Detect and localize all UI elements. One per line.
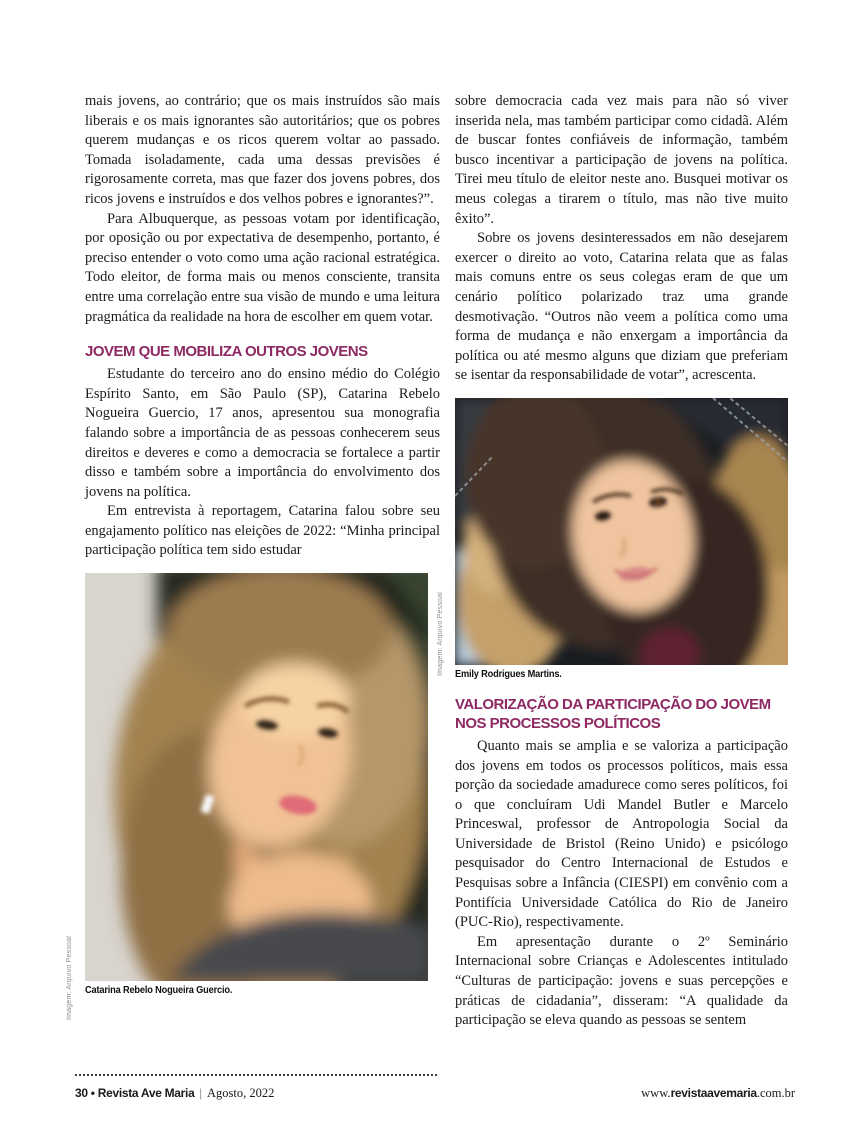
footer-url-prefix: www. (641, 1086, 671, 1100)
body-paragraph: mais jovens, ao contrário; que os mais instruídos são mais liberais e os mais ignorantes são autoritários; que os pobres querem mudanças e os ricos querem voltar ao passado. Tomada isoladamente, cada uma dessas previsões é rigorosamente correta, mas que fazer dos jovens pobres, dos ricos jovens e instruídos e dos velhos pobres e ignorantes?”. (85, 93, 440, 207)
body-paragraph: Para Albuquerque, as pessoas votam por identificação, por oposição ou por expectativa de desempenho, portanto, é preciso entender o voto como uma ação racional estratégica. Todo eleitor, de forma mais ou menos consciente, transita entre uma correlação entre sua visão de mundo e uma leitura pragmática da realidade na hora de escolher em quem votar. (85, 210, 440, 325)
body-paragraph: Sobre os jovens desinteressados em não desejarem exercer o direito ao voto, Catarina relata que as falas mais comuns entre os seus colegas eram de que um cenário político polarizado traz uma grande desmotivação. “Outros não veem a política como uma forma de mudança e não enxergam a importância da política ou até mesmo alguns que diziam que preferiam se isentar da responsabilidade de votar”, acrescenta. (455, 230, 788, 384)
footer-issue-date: Agosto, 2022 (206, 1086, 275, 1100)
footer-divider (75, 1074, 437, 1076)
body-paragraph: Quanto mais se amplia e se valoriza a participação dos jovens em todos os processos políticos, mais essa porção da sociedade amadurece como seres políticos, foi o que concluíram Udi Mandel Butler e Marcelo Princeswal, professor de Antropologia Social da Universidade de Bristol (Reino Unido) e psicólogo pesquisador do Centro Internacional de Estudos e Pesquisas sobre a Infância (CIESPI) em convênio com a Pontifícia Universidade Católica do Rio de Janeiro (PUC-Rio), respectivamente. (455, 737, 788, 931)
body-paragraph: Em entrevista à reportagem, Catarina falou sobre seu engajamento político nas eleições de 2022: “Minha principal participação política tem sido estudar (85, 503, 440, 559)
footer-website (641, 1086, 795, 1101)
photo-credit-catarina: Imagem: Arquivo Pessoal (66, 936, 73, 1020)
footer-url-domain: revistaavemaria (670, 1086, 757, 1100)
left-column (85, 92, 440, 996)
photo-caption-emily: Emily Rodrigues Martins. (455, 667, 562, 680)
footer-page-info (75, 1086, 274, 1101)
photo-caption-catarina: Catarina Rebelo Nogueira Guercio. (85, 984, 233, 997)
photo-catarina (85, 573, 440, 996)
section-heading-jovem-mobiliza: JOVEM QUE MOBILIZA OUTROS JOVENS (85, 343, 368, 361)
photo-emily-image (455, 398, 788, 665)
footer-url-suffix: .com.br (756, 1086, 795, 1100)
section-heading-valorizacao: VALORIZAÇÃO DA PARTICIPAÇÃO DO JOVEM NOS PROCESSOS POLÍTICOS (455, 695, 771, 732)
photo-credit-emily: Imagem: Arquivo Pessoal (437, 592, 444, 676)
photo-emily (455, 398, 788, 680)
body-paragraph: Em apresentação durante o 2º Seminário Internacional sobre Crianças e Adolescentes intitulado “Culturas de participação: jovens e suas percepções e práticas de cidadania”, disseram: “A qualidade da participação se eleva quando as pessoas se sentem (455, 933, 788, 1029)
right-column (455, 92, 788, 1031)
footer-separator: | (199, 1086, 202, 1100)
footer-magazine-name: 30 • Revista Ave Maria (75, 1086, 195, 1100)
photo-catarina-image (85, 573, 428, 981)
body-paragraph: Estudante do terceiro ano do ensino médio do Colégio Espírito Santo, em São Paulo (SP), Catarina Rebelo Nogueira Guercio, 17 anos, apresentou sua monografia falando sobre a importância de as pessoas conhecerem seus direitos e deveres e como a democracia se fortalece a partir disso e também sobre a importância do envolvimento dos jovens na política. (85, 366, 440, 500)
body-paragraph: sobre democracia cada vez mais para não só viver inserida nela, mas também participar como cidadã. Além de buscar fontes confiáveis de informação, também busco incentivar a participação de jovens na política. Tirei meu título de eleitor neste ano. Busquei motivar os meus colegas a tirarem o título, mas não tive muito êxito”. (455, 93, 788, 227)
